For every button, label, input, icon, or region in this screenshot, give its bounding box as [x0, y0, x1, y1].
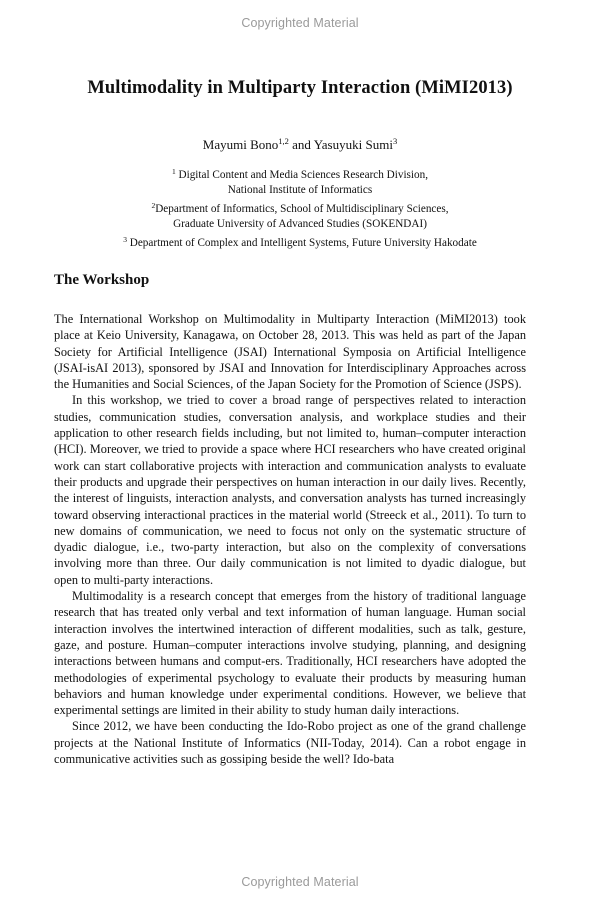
paper-title: Multimodality in Multiparty Interaction (MiMI2013): [87, 78, 513, 98]
affiliation-text: Department of Informatics, School of Multidisciplinary Sciences,: [155, 203, 449, 215]
affiliation-marker: 2: [151, 201, 156, 210]
paragraph: Multimodality is a research concept that emerges from the history of traditional language research that has treated only verbal and text information of human language. Human social interaction involves the intertwined interaction of different modalities, such as talk, gesture, gaze, and posture. Human–computer interactions involve studying, planning, and designing interactions between humans and comput-ers. Traditionally, HCI researchers have adopted the methodologies of experimental psychology to evaluate their products by measuring human behaviors and human knowledge under experimental conditions. However, we believe that experimental settings are limited in their ability to study human daily interactions.: [54, 589, 526, 718]
affiliation-line: [0, 164, 600, 183]
paragraph: In this workshop, we tried to cover a broad range of perspectives related to interaction studies, communication studies, conversation analysis, and workplace studies and their application to other research fields including, but not limited to, human–computer interaction (HCI). Moreover, we tried to provide a space where HCI researchers who have created original work can start collaborative projects with interaction and communication analysts to evaluate their products and upgrade their perspectives on human interaction in our daily lives. Recently, the interest of linguists, interaction analysts, and conversation analysts has turned increasingly toward observing interactional practices in the material world (Streeck et al., 2011). To turn to new domains of communication, we need to focus not only on the systematic structure of dyadic dialogue, i.e., two-party interaction, but also on the complexity of conversations involving more than three. Our daily communication is not limited to dyadic dialogue, but open to multi-party interactions.: [54, 393, 526, 587]
affiliation-line: [0, 232, 600, 251]
affiliation-line: [0, 217, 600, 232]
watermark-top: Copyrighted Material: [241, 16, 359, 30]
authors-line: [0, 136, 600, 153]
author-conjunction: and: [288, 137, 314, 152]
section-heading: The Workshop: [54, 272, 150, 288]
watermark-bottom: Copyrighted Material: [241, 875, 359, 889]
affiliation-text: Department of Complex and Intelligent Systems, Future University Hakodate: [129, 237, 477, 249]
affiliation-marker: 1: [171, 167, 176, 176]
affiliation-text: National Institute of Informatics: [227, 184, 373, 196]
affiliations: [0, 164, 600, 251]
affiliation-marker: 3: [123, 235, 127, 244]
affiliation-marker: 3: [392, 136, 398, 146]
affiliation-line: [0, 198, 600, 217]
author-name: Yasuyuki Sumi: [313, 137, 393, 152]
paragraph: Since 2012, we have been conducting the Ido-Robo project as one of the grand challenge projects at the National Institute of Informatics (NII-Today, 2014). Can a robot engage in communicative activities such as gossiping beside the well? Ido-bata: [54, 719, 526, 767]
affiliation-text: Digital Content and Media Sciences Research Division,: [178, 169, 429, 181]
author-name: Mayumi Bono: [202, 137, 279, 152]
body-text: [54, 311, 526, 767]
affiliation-line: [0, 183, 600, 198]
affiliation-text: Graduate University of Advanced Studies (SOKENDAI): [173, 218, 427, 230]
paragraph: The International Workshop on Multimodality in Multiparty Interaction (MiMI2013) took place at Keio University, Kanagawa, on October 28, 2013. This was held as part of the Japan Society for Artificial Intelligence (JSAI) International Symposia on Artificial Intelligence (JSAI-isAI 2013), sponsored by JSAI and Innovation for Interdisciplinary Approaches across the Humanities and Social Sciences, of the Japan Society for the Promotion of Science (JSPS).: [54, 312, 526, 392]
affiliation-marker: 1,2: [278, 136, 289, 146]
